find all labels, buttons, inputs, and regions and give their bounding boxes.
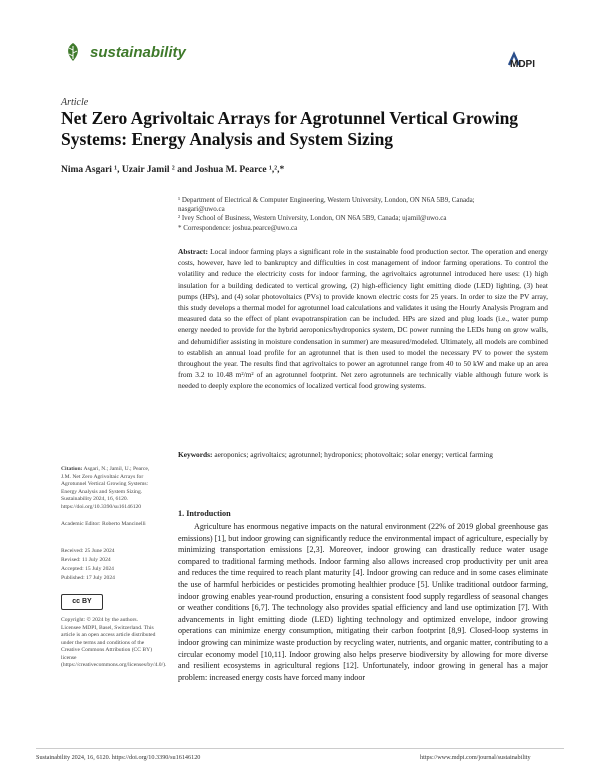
editor-label: Academic Editor:: [61, 521, 101, 527]
date-received: Received: 25 June 2024: [61, 548, 115, 554]
copyright-text: Copyright: © 2024 by the authors. Licensee MDPI, Basel, Switzerland. This article is an open access article distributed under the terms and conditions of the Creative Commons Attribution (CC BY) license (https://creativecommons.org/licenses/by/4.0/).: [61, 617, 167, 668]
footer-url[interactable]: https://www.mdpi.com/journal/sustainability: [420, 754, 531, 761]
abstract-label: Abstract:: [178, 247, 208, 256]
date-published: Published: 17 July 2024: [61, 575, 115, 581]
section-body: Agriculture has enormous negative impacts on the natural environment (22% of 2019 global greenhouse gas emissions) [1], but indoor growing can significantly reduce the environmental impact of agriculture, especially by minimizing transportation emissions [2,3]. Moreover, indoor growing can drastically reduce water usage compared to traditional farming methods. Indoor farming also allows increased crop productivity per unit area and reduces the time required to reach plant maturity [4]. Indoor growing can reduce and in some cases eliminate the use of harmful herbicides or pesticides promoting healthier produce [5]. Unlike traditional outdoor farming, indoor growing enables year-round production, ensuring a consistent food supply regardless of seasonal changes or weather conditions [6,7]. The technology also provides spatial efficiency and land use optimization [7]. With advancements in light emitting diode (LED) lighting technology and optimized envelope, indoor growing operations can minimize energy consumption, mitigating their carbon footprint [8,9]. Closed-loop systems in indoor growing can minimize waste production by recycling water, nutrients, and organic matter, contributing to a circular economy model [10,11]. Indoor growing also helps preserve biodiversity by allowing for more diverse and resilient ecosystems in agricultural regions [12]. Unfortunately, indoor growing in general has a major problem: increased energy costs have forced many indoor: [178, 522, 548, 682]
correspondence-line: * Correspondence: joshua.pearce@uwo.ca: [178, 224, 298, 232]
section-heading: 1. Introduction: [178, 509, 231, 518]
citation-block: [61, 466, 156, 511]
footer-divider: [36, 748, 564, 749]
citation-label: Citation:: [61, 466, 83, 472]
journal-name: sustainability: [90, 44, 186, 61]
article-type: Article: [61, 97, 89, 108]
affiliation-line: ¹ Department of Electrical & Computer Engineering, Western University, London, ON N6A 5B9, Canada;: [178, 196, 475, 204]
date-accepted: Accepted: 15 July 2024: [61, 566, 114, 572]
affiliation-line: nasgari@uwo.ca: [178, 205, 225, 213]
journal-logo-icon: [62, 41, 84, 63]
cc-license-badge[interactable]: cc BY: [61, 594, 103, 610]
affiliation-line: ² Ivey School of Business, Western University, London, ON N6A 5B9, Canada; ujamil@uwo.ca: [178, 214, 447, 222]
keywords: [178, 449, 548, 460]
date-revised: Revised: 11 July 2024: [61, 557, 111, 563]
footer-citation: Sustainability 2024, 16, 6120. https://doi.org/10.3390/su16146120: [36, 754, 201, 761]
keywords-label: Keywords:: [178, 450, 213, 459]
keywords-text: aeroponics; agrivoltaics; agrotunnel; hydroponics; photovoltaic; solar energy; vertical farming: [214, 450, 493, 459]
paper-title: Net Zero Agrivoltaic Arrays for Agrotunnel Vertical Growing Systems: Energy Analysis and System Sizing: [61, 108, 519, 149]
editor-name: Roberto Mancinelli: [102, 521, 146, 527]
editor-block: [61, 521, 156, 529]
abstract: [178, 246, 548, 392]
author-list: Nima Asgari ¹, Uzair Jamil ² and Joshua M. Pearce ¹,²,*: [61, 165, 285, 175]
citation-text: Asgari, N.; Jamil, U.; Pearce, J.M. Net Zero Agrivoltaic Arrays for Agrotunnel Vertical Growing Systems: Energy Analysis and System Sizing. Sustainability 2024, 16, 6120. https://doi.org/10.3390/su16146120: [61, 466, 150, 510]
publisher-name: MDPI: [510, 59, 535, 70]
abstract-text: Local indoor farming plays a significant role in the sustainable food production sector. The operation and energy costs, however, have led to bankruptcy and difficulties in cost management of indoor farming operations. To control the volatility and reduce the electricity costs for indoor farming, the agrivoltaics agrotunnel introduced here uses: (1) high insulation for a building dedicated to vertical growing, (2) high-efficiency light emitting diode (LED) lighting, (3) heat pumps (HPs), and (4) solar photovoltaics (PVs) to provide known electric costs for 25 years. In order to size the PV array, this study develops a thermal model for agrotunnel load calculations and validates it using the Hourly Analysis Program and measured data so the effect of plant evapotranspiration can be included. HPs are sized and plug loads (i.e., water pump energy needed to provide for the hybrid aeroponics/hydroponics system, DC power running the LEDs hung on grow walls, and dehumidifier assisting in moisture condensation in summer) are measured/modeled. Ultimately, all models are combined to establish an annual load profile for an agrotunnel that is then used to model the necessary PV to power the system throughout the year. The results find that agrivoltaics to power an agrotunnel range from 40 to 50 kW and make up an area from 3.2 to 10.48 m²/m² of an agrotunnel footprint. Net zero agrotunnels are technically viable although future work is needed to deeply explore the economics of localized vertical food growing systems.: [178, 247, 548, 391]
